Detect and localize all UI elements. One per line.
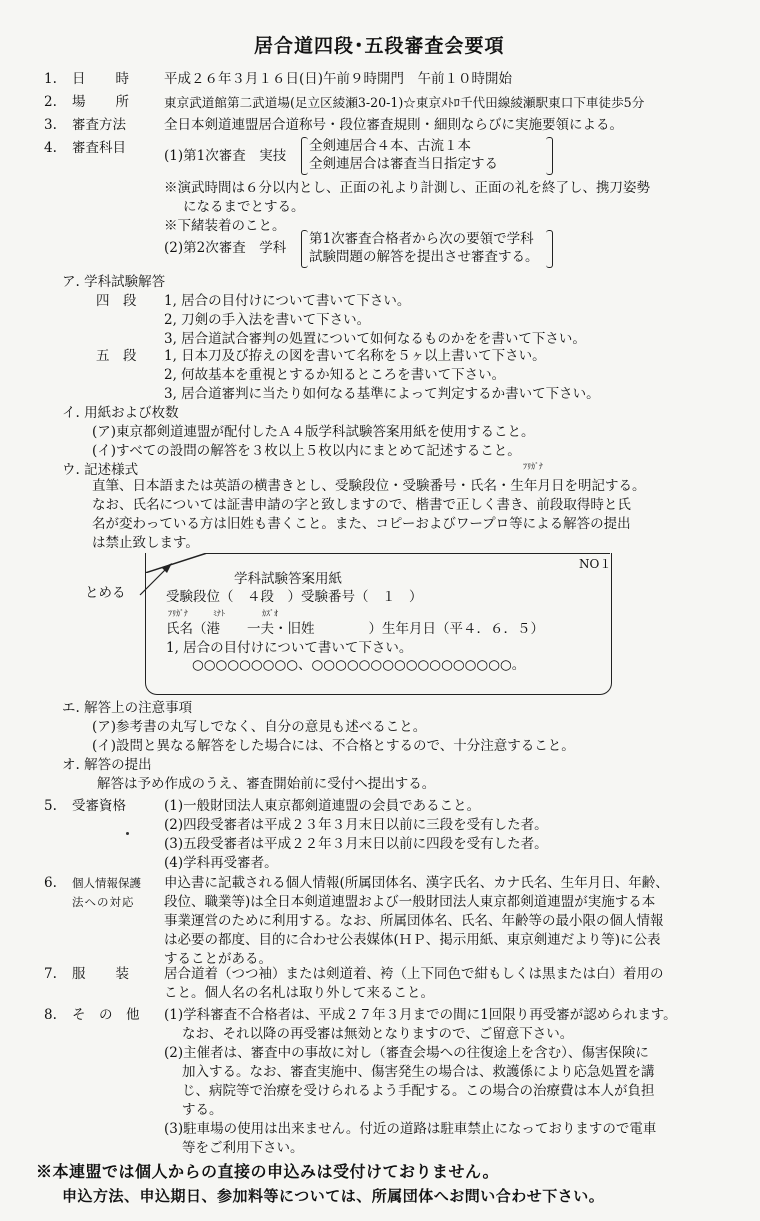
- submission-heading: オ. 解答の提出: [62, 757, 152, 773]
- eligibility-item-4: (4)学科再受審者。: [164, 855, 278, 871]
- yondan-question-3: 3, 居合道試合審判の処置について如何なるものかをを書いて下さい。: [164, 331, 586, 347]
- sample-grade-line: 受験段位（ ４段 ）受験番号（ １ ）: [166, 589, 423, 605]
- section-2-number: 2.: [44, 94, 57, 110]
- attire-line-1: 居合道着（つつ袖）または剣道着、袴（上下同色で紺もしくは黒または白）着用の: [164, 966, 664, 982]
- sageo-note: ※下緒装着のこと。: [164, 218, 286, 234]
- paper-item-2: (イ)すべての設問の解答を３枚以上５枚以内にまとめて記述すること。: [92, 443, 521, 459]
- written-exam-heading: ア. 学科試験解答: [62, 274, 166, 290]
- yondan-question-2: 2, 刀剣の手入法を書いて下さい。: [164, 312, 371, 328]
- caution-item-2: (イ)設問と異なる解答をした場合には、不合格とするので、十分注意すること。: [92, 738, 575, 754]
- paper-heading: イ. 用紙および枚数: [62, 405, 179, 421]
- sample-form-title: 学科試験答案用紙: [234, 571, 342, 587]
- format-line-4: は禁止致します。: [92, 535, 199, 551]
- other-line-4: 加入する。なお、審査実施中、傷害発生の場合は、救護係により応急処置を講: [182, 1064, 655, 1080]
- section-5-label: 受審資格: [72, 798, 126, 814]
- performance-time-note-line-1: ※演武時間は６分以内とし、正面の礼より計測し、正面の礼を終了し、携刀姿勢: [164, 180, 650, 196]
- section-4-number: 4.: [44, 140, 57, 156]
- section-4-label: 審査科目: [72, 140, 126, 156]
- section-5-number: 5.: [44, 798, 57, 814]
- section-1-label: 日 時: [72, 71, 130, 87]
- ruby-minato: ﾐﾅﾄ: [213, 609, 225, 618]
- other-line-2: なお、それ以降の再受審は無効となりますので、ご留意下さい。: [182, 1026, 574, 1042]
- format-line-3: 名が変わっている方は旧姓も書くこと。また、コピーおよびワープロ等による解答の提出: [92, 516, 631, 532]
- sample-question: 1, 居合の目付けについて書いて下さい。: [166, 640, 413, 656]
- cautions-heading: エ. 解答上の注意事項: [62, 700, 193, 716]
- format-heading: ウ. 記述様式: [62, 462, 139, 478]
- other-line-7: (3)駐車場の使用は出来ません。付近の道路は駐車禁止になっておりますので電車: [164, 1121, 657, 1137]
- eligibility-item-2: (2)四段受審者は平成２３年３月末日以前に三段を受有した者。: [164, 817, 548, 833]
- footer-notice-line-1: ※本連盟では個人からの直接の申込みは受付けておりません。: [36, 1162, 499, 1181]
- first-exam-label: (1)第1次審査 実技: [164, 148, 287, 164]
- section-3-text: 全日本剣道連盟居合道称号・段位審査規則・細則ならびに実施要領による。: [164, 117, 623, 133]
- caution-item-1: (ア)参考書の丸写しでなく、自分の意見も述べること。: [92, 719, 427, 735]
- section-6-label-line-2: 法への対応: [72, 895, 135, 909]
- ruby-kazuo: ｶｽﾞｵ: [262, 609, 278, 618]
- format-line-2: なお、氏名については証書申請の字と致しますので、楷書で正しく書き、前段取得時と氏: [92, 497, 631, 513]
- footer-notice-line-2: 申込方法、申込期日、参加料等については、所属団体へお問い合わせ下さい。: [62, 1187, 605, 1205]
- privacy-line-2: 段位、職業等)は全日本剣道連盟および一般財団法人東京都剣道連盟が実施する本: [164, 894, 656, 910]
- first-exam-brace-line-1: 全剣連居合４本、古流１本: [309, 138, 471, 154]
- privacy-line-3: 事業運営のために利用する。なお、所属団体名、氏名、年齢等の最小限の個人情報: [164, 913, 664, 929]
- sample-form-top-edge: [205, 553, 610, 554]
- godan-question-1: 1, 日本刀及び拵えの図を書いて名称を５ヶ以上書いて下さい。: [164, 348, 546, 364]
- staple-label: とめる: [85, 585, 126, 601]
- performance-time-note-line-2: になるまでとする。: [183, 199, 305, 215]
- section-8-number: 8.: [44, 1007, 57, 1023]
- section-3-label: 審査方法: [72, 117, 126, 133]
- second-exam-label: (2)第2次審査 学科: [164, 240, 287, 256]
- first-exam-brace-line-2: 全剣連居合は審査当日指定する: [309, 156, 498, 172]
- other-line-5: じ、病院等で治療を受けられるよう手配する。この場合の治療費は本人が負担: [182, 1083, 655, 1099]
- second-exam-brace-line-2: 試験問題の解答を提出させ審査する。: [309, 249, 539, 265]
- godan-label: 五 段: [96, 348, 137, 364]
- yondan-question-1: 1, 居合の目付けについて書いて下さい。: [164, 293, 411, 309]
- ruby-furigana: ﾌﾘｶﾞﾅ: [168, 609, 188, 618]
- section-1-number: 1.: [44, 71, 57, 87]
- format-line-1: 直筆、日本語または英語の横書きとし、受験段位・受験番号・氏名・生年月日を明記する。: [92, 478, 646, 494]
- scan-dot: [126, 832, 129, 835]
- other-line-1: (1)学科審査不合格者は、平成２７年３月までの間に1回限り再受審が認められます。: [164, 1007, 677, 1023]
- godan-question-3: 3, 居合道審判に当たり如何なる基準によって判定するか書いて下さい。: [164, 386, 600, 402]
- privacy-line-1: 申込書に記載される個人情報(所属団体名、漢字氏名、カナ氏名、生年月日、年齢、: [164, 875, 669, 891]
- other-line-3: (2)主催者は、審査中の事故に対し（審査会場への往復途上を含む）、傷害保険に: [164, 1045, 649, 1061]
- section-1-text: 平成２６年３月１６日(日)午前９時開門 午前１０時開始: [164, 71, 513, 87]
- section-7-label: 服 装: [72, 966, 130, 982]
- first-exam-brace-left: [301, 137, 308, 175]
- first-exam-brace-right: [546, 137, 553, 175]
- section-8-label: そ の 他: [72, 1007, 140, 1023]
- section-7-number: 7.: [44, 966, 57, 982]
- sample-answer: ○○○○○○○○○、○○○○○○○○○○○○○○○○○。: [192, 657, 526, 673]
- page-title: 居合道四段･五段審査会要項: [254, 35, 505, 57]
- eligibility-item-3: (3)五段受審者は平成２２年３月末日以前に四段を受有した者。: [164, 836, 548, 852]
- section-2-text: 東京武道館第二武道場(足立区綾瀬3-20-1)☆東京ﾒﾄﾛ千代田線綾瀬駅東口下車徒歩5分: [164, 95, 645, 110]
- sheet-number: NO１: [579, 557, 612, 571]
- yondan-label: 四 段: [96, 293, 137, 309]
- other-line-6: する。: [182, 1102, 223, 1118]
- submission-text: 解答は予め作成のうえ、審査開始前に受付へ提出する。: [97, 776, 436, 792]
- privacy-line-5: することがある。: [164, 951, 272, 967]
- other-line-8: 等をご利用下さい。: [182, 1140, 304, 1156]
- privacy-line-4: は必要の都度、目的に合わせ公表媒体(ＨＰ、掲示用紙、東京剣連だより等)に公表: [164, 932, 661, 948]
- second-exam-brace-right: [546, 230, 553, 268]
- eligibility-item-1: (1)一般財団法人東京都剣道連盟の会員であること。: [164, 798, 481, 814]
- section-6-number: 6.: [44, 875, 57, 891]
- attire-line-2: こと。個人名の名札は取り外して来ること。: [164, 985, 434, 1001]
- format-furigana-note: ﾌﾘｶﾞﾅ: [523, 462, 543, 471]
- paper-item-1: (ア)東京都剣道連盟が配付したＡ４版学科試験答案用紙を使用すること。: [92, 424, 535, 440]
- section-3-number: 3.: [44, 117, 57, 133]
- section-2-label: 場 所: [72, 94, 130, 110]
- second-exam-brace-line-1: 第1次審査合格者から次の要領で学科: [309, 231, 534, 247]
- sample-name-line: 氏名（港 一夫・旧姓 ）生年月日（平４．６．５）: [166, 621, 544, 637]
- second-exam-brace-left: [301, 230, 308, 268]
- section-6-label-line-1: 個人情報保護: [72, 876, 141, 890]
- godan-question-2: 2, 何故基本を重視とするか知るところを書いて下さい。: [164, 367, 506, 383]
